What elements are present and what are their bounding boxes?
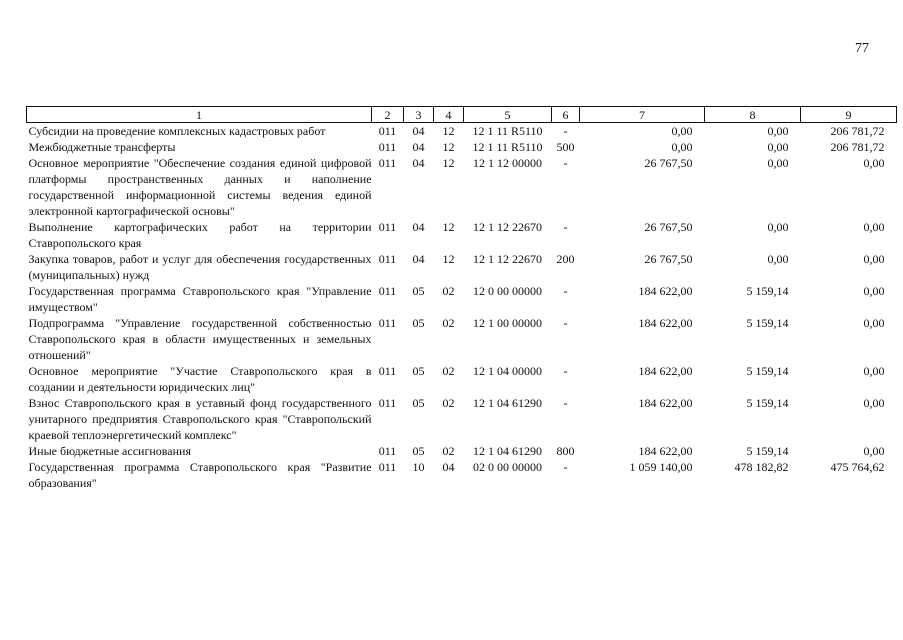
cell-amount-8: 5 159,14 [746,396,789,410]
cell-code-5: 12 0 00 00000 [473,284,542,298]
cell-amount-9: 0,00 [863,156,885,170]
cell-code-2: 011 [378,364,397,378]
column-header-6: 6 [552,107,580,123]
column-header-2: 2 [372,107,404,123]
cell-description: Основное мероприятие "Участие Ставропольского края в создании и деятельности юридических лиц" [28,364,372,394]
cell-code-5: 02 0 00 00000 [473,460,542,474]
cell-code-2: 011 [378,156,397,170]
cell-code-4: 12 [442,220,455,234]
column-header-8: 8 [705,107,801,123]
cell-description: Выполнение картографических работ на территории Ставропольского края [28,220,372,250]
cell-amount-9: 0,00 [863,396,885,410]
cell-description: Государственная программа Ставропольского края "Развитие образования" [28,460,372,490]
cell-code-3: 04 [412,124,425,138]
cell-amount-8: 0,00 [767,156,789,170]
cell-code-2: 011 [378,396,397,410]
table-row [27,155,897,219]
cell-code-3: 05 [412,284,425,298]
cell-code-6: 500 [556,140,575,154]
cell-code-3: 04 [412,156,425,170]
cell-code-4: 04 [442,460,455,474]
cell-code-3: 05 [412,444,425,458]
cell-description: Субсидии на проведение комплексных кадастровых работ [28,124,326,138]
cell-code-6: 200 [556,252,575,266]
cell-code-3: 05 [412,364,425,378]
cell-amount-8: 5 159,14 [746,284,789,298]
cell-amount-9: 0,00 [863,316,885,330]
cell-amount-7: 26 767,50 [644,252,693,266]
cell-code-2: 011 [378,460,397,474]
cell-amount-7: 0,00 [671,124,693,138]
cell-code-6: - [563,460,568,474]
cell-code-4: 12 [442,124,455,138]
cell-amount-8: 0,00 [767,220,789,234]
cell-description: Подпрограмма "Управление государственной собственностью Ставропольского края в области имущественных и земельных отношений" [28,316,372,362]
cell-code-4: 12 [442,140,455,154]
cell-code-4: 02 [442,444,455,458]
column-header-1: 1 [27,107,372,123]
table-row [27,251,897,283]
table-row [27,283,897,315]
cell-code-5: 12 1 12 22670 [473,220,542,234]
cell-description: Иные бюджетные ассигнования [28,444,191,458]
cell-code-2: 011 [378,140,397,154]
cell-code-3: 05 [412,396,425,410]
cell-code-3: 04 [412,252,425,266]
table-row [27,315,897,363]
cell-amount-9: 0,00 [863,252,885,266]
cell-code-3: 04 [412,140,425,154]
cell-code-3: 10 [412,460,425,474]
cell-amount-7: 26 767,50 [644,156,693,170]
cell-code-6: - [563,156,568,170]
cell-code-6: - [563,124,568,138]
cell-code-6: - [563,284,568,298]
cell-amount-9: 475 764,62 [830,460,885,474]
cell-code-5: 12 1 11 R5110 [472,140,543,154]
column-header-5: 5 [464,107,552,123]
cell-description: Межбюджетные трансферты [28,140,176,154]
cell-code-5: 12 1 04 00000 [473,364,542,378]
table-row [27,219,897,251]
cell-description: Основное мероприятие "Обеспечение создания единой цифровой платформы пространственных данных и наполнение государственной информационной системы ведения единой электронной картографической основы" [28,156,372,218]
cell-amount-8: 0,00 [767,252,789,266]
cell-amount-8: 5 159,14 [746,444,789,458]
cell-code-5: 12 1 12 22670 [473,252,542,266]
cell-code-5: 12 1 12 00000 [473,156,542,170]
cell-description: Взнос Ставропольского края в уставный фонд государственного унитарного предприятия Ставропольского края "Ставропольский краевой теплоэнергетический комплекс" [28,396,372,442]
column-header-3: 3 [404,107,434,123]
header-row [27,107,897,123]
cell-code-4: 02 [442,364,455,378]
cell-amount-9: 206 781,72 [830,140,885,154]
cell-code-4: 12 [442,156,455,170]
cell-amount-9: 206 781,72 [830,124,885,138]
column-header-7: 7 [580,107,705,123]
cell-code-5: 12 1 04 61290 [473,396,542,410]
cell-code-4: 02 [442,316,455,330]
cell-amount-7: 184 622,00 [638,444,693,458]
cell-code-2: 011 [378,220,397,234]
cell-amount-9: 0,00 [863,444,885,458]
column-header-4: 4 [434,107,464,123]
cell-amount-8: 478 182,82 [734,460,789,474]
cell-code-2: 011 [378,316,397,330]
cell-code-4: 02 [442,396,455,410]
cell-code-6: - [563,364,568,378]
column-header-9: 9 [801,107,897,123]
budget-table [26,106,897,491]
cell-code-6: - [563,220,568,234]
cell-amount-7: 0,00 [671,140,693,154]
cell-amount-8: 5 159,14 [746,316,789,330]
cell-code-5: 12 1 00 00000 [473,316,542,330]
cell-code-5: 12 1 11 R5110 [472,124,543,138]
cell-code-6: 800 [556,444,575,458]
table-body [27,123,897,492]
cell-code-6: - [563,396,568,410]
cell-code-3: 04 [412,220,425,234]
cell-code-6: - [563,316,568,330]
table-row [27,363,897,395]
cell-amount-7: 184 622,00 [638,316,693,330]
cell-amount-7: 26 767,50 [644,220,693,234]
cell-amount-9: 0,00 [863,220,885,234]
cell-code-4: 02 [442,284,455,298]
cell-code-5: 12 1 04 61290 [473,444,542,458]
cell-amount-7: 184 622,00 [638,396,693,410]
cell-amount-8: 5 159,14 [746,364,789,378]
cell-description: Государственная программа Ставропольского края "Управление имуществом" [28,284,372,314]
cell-amount-7: 1 059 140,00 [629,460,693,474]
cell-amount-7: 184 622,00 [638,284,693,298]
cell-amount-8: 0,00 [767,140,789,154]
cell-code-3: 05 [412,316,425,330]
table-row [27,459,897,491]
table-row [27,443,897,459]
cell-description: Закупка товаров, работ и услуг для обеспечения государственных (муниципальных) нужд [28,252,372,282]
table-row [27,123,897,140]
page-number: 77 [855,41,869,56]
table-row [27,139,897,155]
cell-amount-9: 0,00 [863,364,885,378]
cell-amount-9: 0,00 [863,284,885,298]
table-row [27,395,897,443]
cell-amount-7: 184 622,00 [638,364,693,378]
cell-amount-8: 0,00 [767,124,789,138]
cell-code-2: 011 [378,284,397,298]
cell-code-2: 011 [378,252,397,266]
cell-code-2: 011 [378,444,397,458]
cell-code-2: 011 [378,124,397,138]
cell-code-4: 12 [442,252,455,266]
